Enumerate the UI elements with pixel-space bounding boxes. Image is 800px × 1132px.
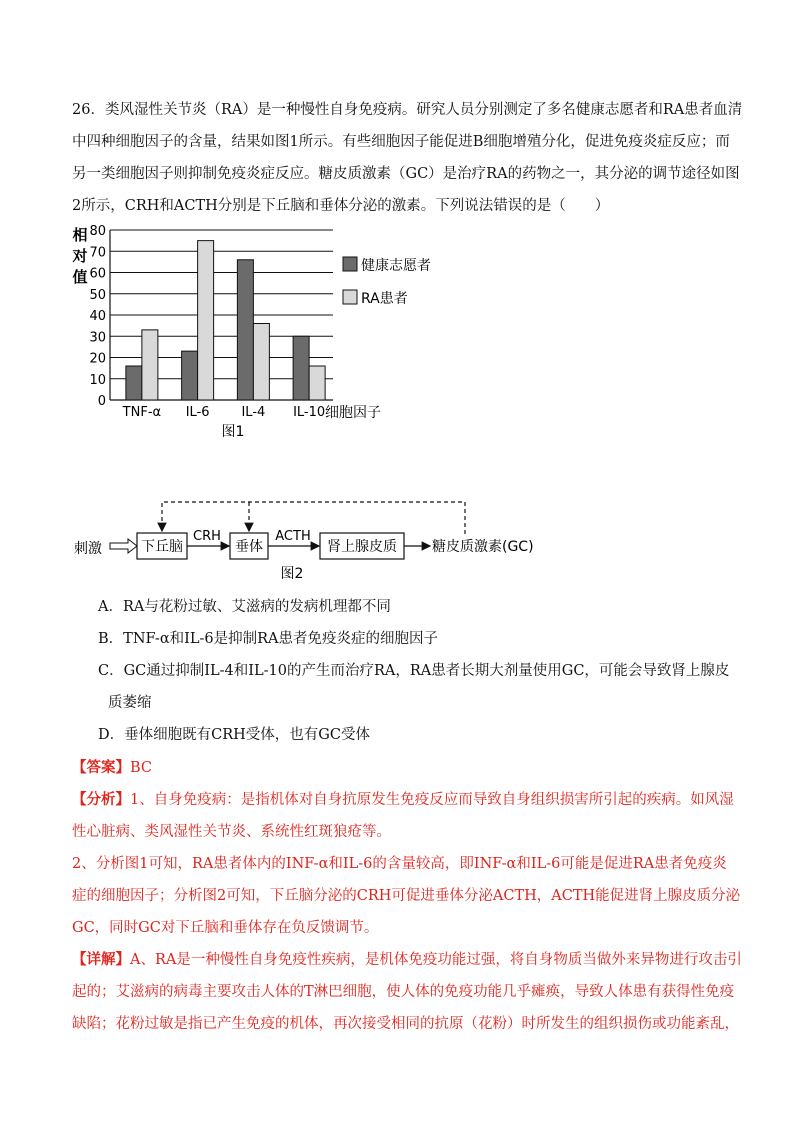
y-tick-label: 60: [89, 266, 106, 282]
node-gc-label: 糖皮质激素(GC): [432, 539, 534, 555]
analysis-line: 性心脏病、类风湿性关节炎、系统性红斑狼疮等。: [72, 824, 391, 840]
y-tick-label: 80: [89, 224, 106, 239]
detail-line: 起的；艾滋病的病毒主要攻击人体的T淋巴细胞，使人体的免疫功能几乎瘫痪，导致人体患有获得性免疫: [72, 984, 735, 1000]
y-tick-label: 40: [89, 309, 106, 324]
answer-line: [72, 752, 732, 784]
x-tick-label: IL-10: [293, 405, 326, 420]
analysis-line: 1、自身免疫病：是指机体对自身抗原发生免疫反应而导致自身组织损害所引起的疾病。如风湿: [130, 792, 734, 808]
y-tick-label: 50: [89, 287, 106, 303]
y-axis-label: 对: [72, 247, 88, 265]
legend-label: 健康志愿者: [361, 258, 431, 274]
stimulus-label: 刺激: [74, 541, 102, 557]
option-a: A．RA与花粉过敏、艾滋病的发病机理都不同: [98, 599, 391, 615]
detail-section: [72, 944, 742, 1040]
question-line: 另一类细胞因子则抑制免疫炎症反应。糖皮质激素（GC）是治疗RA的药物之一，其分泌的调节途径如图: [72, 166, 740, 182]
y-axis-label: 相: [72, 226, 88, 244]
question-line: 26．类风湿性关节炎（RA）是一种慢性自身免疫病。研究人员分别测定了多名健康志愿者和RA患者血清: [72, 102, 743, 118]
option-d: D．垂体细胞既有CRH受体，也有GC受体: [98, 727, 370, 743]
node-pituitary-label: 垂体: [235, 539, 263, 555]
legend-label: RA患者: [361, 291, 408, 307]
analysis-line: GC，同时GC对下丘脑和垂体存在负反馈调节。: [72, 920, 379, 936]
question-line: 2所示，CRH和ACTH分别是下丘脑和垂体分泌的激素。下列说法错误的是（ ）: [72, 198, 610, 214]
answer-value: BC: [130, 760, 153, 776]
detail-line: 缺陷；花粉过敏是指已产生免疫的机体，再次接受相同的抗原（花粉）时所发生的组织损伤或功能紊乱，: [72, 1016, 739, 1032]
option-b: B．TNF-α和IL-6是抑制RA患者免疫炎症的细胞因子: [98, 631, 438, 647]
y-tick-label: 30: [89, 330, 106, 346]
x-axis-label: 细胞因子: [325, 405, 381, 421]
node-adrenal-cortex-label: 肾上腺皮质: [327, 539, 397, 555]
question-line: 中四种细胞因子的含量，结果如图1所示。有些细胞因子能促进B细胞增殖分化，促进免疫炎症反应；而: [72, 134, 730, 150]
node-hypothalamus-label: 下丘脑: [141, 539, 183, 555]
figure2-caption: 图2: [280, 566, 304, 582]
stimulus-arrow: [110, 539, 137, 553]
y-tick-label: 10: [89, 372, 106, 388]
answer-label: 【答案】: [72, 759, 130, 776]
analysis-section: [72, 784, 741, 944]
label-crh: CRH: [193, 529, 221, 544]
y-tick-label: 0: [97, 394, 106, 409]
figure1-caption: 图1: [221, 424, 245, 440]
label-acth: ACTH: [275, 529, 311, 544]
analysis-label: 【分析】: [72, 791, 130, 808]
option-c-continued: 质萎缩: [108, 695, 152, 711]
y-tick-label: 70: [89, 245, 106, 261]
x-tick-label: IL-4: [241, 405, 266, 420]
x-tick-label: IL-6: [185, 405, 210, 420]
option-c: C．GC通过抑制IL-4和IL-10的产生而治疗RA，RA患者长期大剂量使用GC，可能会导致肾上腺皮: [98, 663, 730, 679]
analysis-line: 2、分析图1可知，RA患者体内的INF-α和IL-6的含量较高，即INF-α和IL-6可能是促进RA患者免疫炎: [72, 856, 727, 872]
detail-line: A、RA是一种慢性自身免疫性疾病，是机体免疫功能过强，将自身物质当做外来异物进行攻击引: [130, 952, 742, 968]
x-tick-label: TNF-α: [122, 405, 162, 420]
detail-label: 【详解】: [72, 951, 130, 968]
y-axis-label: 值: [72, 268, 88, 286]
analysis-line: 症的细胞因子；分析图2可知，下丘脑分泌的CRH可促进垂体分泌ACTH，ACTH能促进肾上腺皮质分泌: [72, 888, 741, 904]
y-tick-label: 20: [89, 351, 106, 367]
